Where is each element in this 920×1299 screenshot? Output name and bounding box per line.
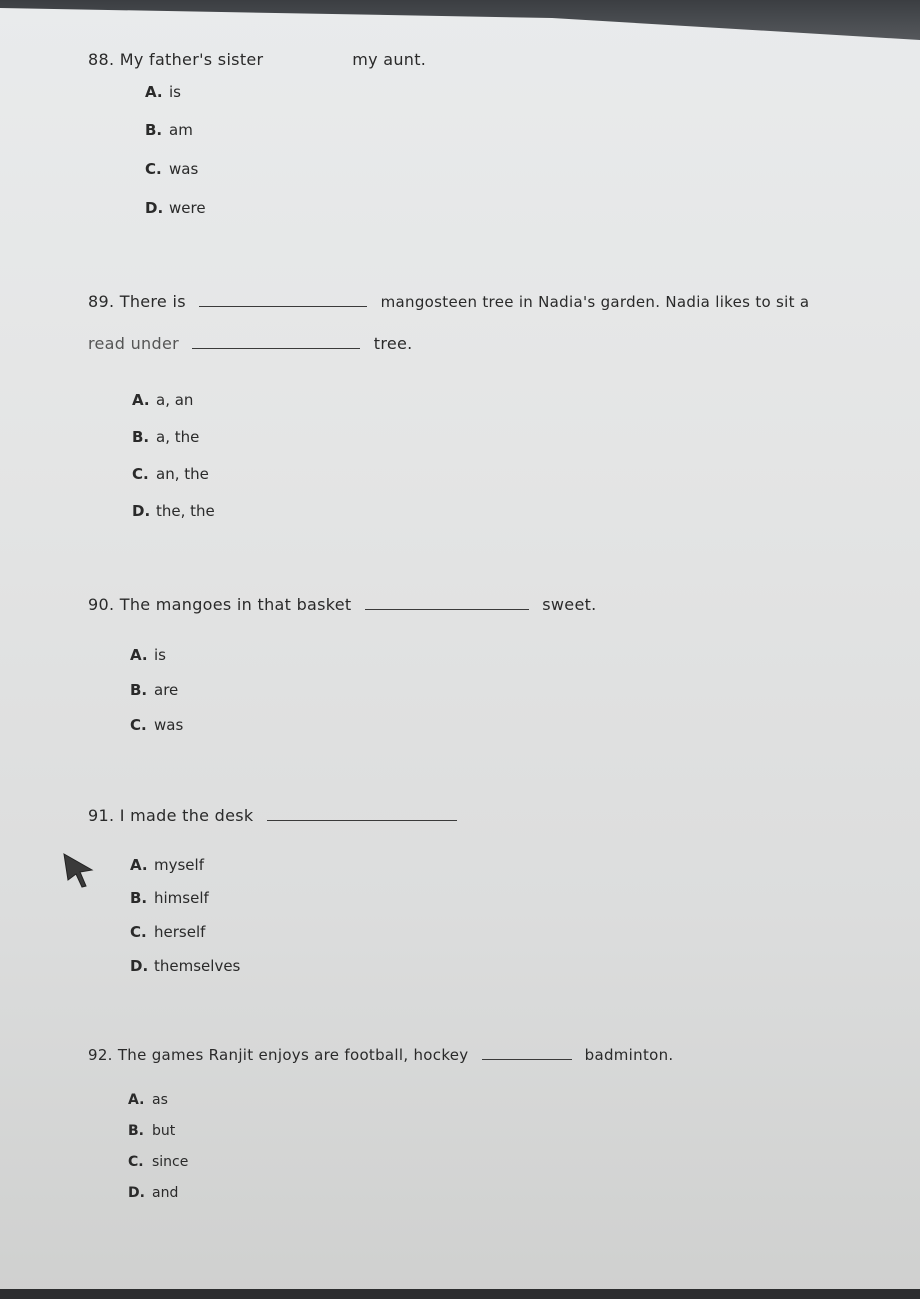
- question-92: [88, 1046, 674, 1064]
- answer-blank: [482, 1058, 572, 1060]
- option-89-c[interactable]: [132, 465, 209, 483]
- option-letter: C.: [128, 1154, 144, 1170]
- option-88-c[interactable]: [145, 160, 198, 178]
- answer-blank: [199, 305, 367, 307]
- option-letter: A.: [145, 83, 163, 101]
- option-91-c[interactable]: [130, 923, 205, 941]
- option-text: since: [152, 1154, 189, 1170]
- option-88-d[interactable]: [145, 199, 206, 217]
- option-text: but: [152, 1123, 176, 1139]
- question-text: mangosteen tree in Nadia's garden. Nadia likes to sit a: [380, 293, 810, 311]
- option-89-d[interactable]: [132, 502, 215, 520]
- option-text: was: [154, 716, 184, 734]
- option-92-d[interactable]: [128, 1185, 178, 1201]
- option-letter: B.: [145, 121, 163, 139]
- option-letter: C.: [130, 923, 147, 941]
- option-text: are: [154, 681, 179, 699]
- option-text: and: [152, 1185, 179, 1201]
- option-text: himself: [154, 889, 209, 907]
- question-number: 88.: [88, 50, 115, 69]
- question-text: badminton.: [584, 1046, 674, 1064]
- question-number: 90.: [88, 595, 115, 614]
- option-letter: C.: [145, 160, 162, 178]
- option-letter: B.: [128, 1123, 144, 1139]
- question-text: My father's sister: [119, 50, 264, 69]
- question-text: tree.: [373, 334, 413, 353]
- option-text: am: [169, 121, 193, 139]
- option-91-b[interactable]: [130, 889, 209, 907]
- option-text: an, the: [156, 465, 209, 483]
- option-text: the, the: [156, 502, 215, 520]
- option-letter: A.: [128, 1092, 145, 1108]
- option-text: is: [169, 83, 181, 101]
- option-90-c[interactable]: [130, 716, 183, 734]
- question-number: 91.: [88, 806, 115, 825]
- answer-blank: [277, 63, 339, 65]
- option-text: a, the: [156, 428, 200, 446]
- option-letter: B.: [132, 428, 150, 446]
- option-92-a[interactable]: [128, 1092, 168, 1108]
- question-89: [88, 292, 809, 311]
- option-letter: D.: [130, 957, 149, 975]
- option-92-b[interactable]: [128, 1123, 175, 1139]
- option-letter: D.: [128, 1185, 145, 1201]
- option-letter: D.: [145, 199, 164, 217]
- answer-blank: [192, 347, 360, 349]
- question-text: I made the desk: [119, 806, 254, 825]
- question-91: [88, 806, 465, 825]
- option-text: herself: [154, 923, 206, 941]
- option-88-b[interactable]: [145, 121, 193, 139]
- mouse-pointer-icon: [62, 852, 98, 888]
- option-letter: B.: [130, 889, 148, 907]
- question-89-line-2: [88, 334, 413, 353]
- answer-blank: [267, 819, 457, 821]
- question-text: read under: [88, 334, 179, 353]
- question-text: The games Ranjit enjoys are football, hockey: [117, 1046, 469, 1064]
- option-letter: D.: [132, 502, 151, 520]
- option-letter: B.: [130, 681, 148, 699]
- question-text: The mangoes in that basket: [119, 595, 352, 614]
- answer-blank: [365, 608, 529, 610]
- option-text: as: [152, 1092, 168, 1108]
- option-text: is: [154, 646, 166, 664]
- option-letter: A.: [132, 391, 150, 409]
- option-letter: C.: [130, 716, 147, 734]
- option-text: were: [169, 199, 206, 217]
- option-letter: C.: [132, 465, 149, 483]
- question-number: 89.: [88, 292, 115, 311]
- option-92-c[interactable]: [128, 1154, 188, 1170]
- question-text: There is: [119, 292, 186, 311]
- question-90: [88, 595, 597, 614]
- option-90-b[interactable]: [130, 681, 178, 699]
- question-text: my aunt.: [352, 50, 427, 69]
- question-88: [88, 50, 426, 69]
- question-text: sweet.: [542, 595, 597, 614]
- option-letter: A.: [130, 646, 148, 664]
- option-letter: A.: [130, 856, 148, 874]
- option-text: myself: [154, 856, 204, 874]
- option-text: themselves: [154, 957, 241, 975]
- question-number: 92.: [88, 1046, 113, 1064]
- option-88-a[interactable]: [145, 83, 181, 101]
- option-91-a[interactable]: [130, 856, 204, 874]
- option-text: a, an: [156, 391, 194, 409]
- monitor-bezel-bottom: [0, 1289, 920, 1299]
- option-89-a[interactable]: [132, 391, 193, 409]
- option-text: was: [169, 160, 199, 178]
- option-89-b[interactable]: [132, 428, 199, 446]
- option-91-d[interactable]: [130, 957, 240, 975]
- option-90-a[interactable]: [130, 646, 166, 664]
